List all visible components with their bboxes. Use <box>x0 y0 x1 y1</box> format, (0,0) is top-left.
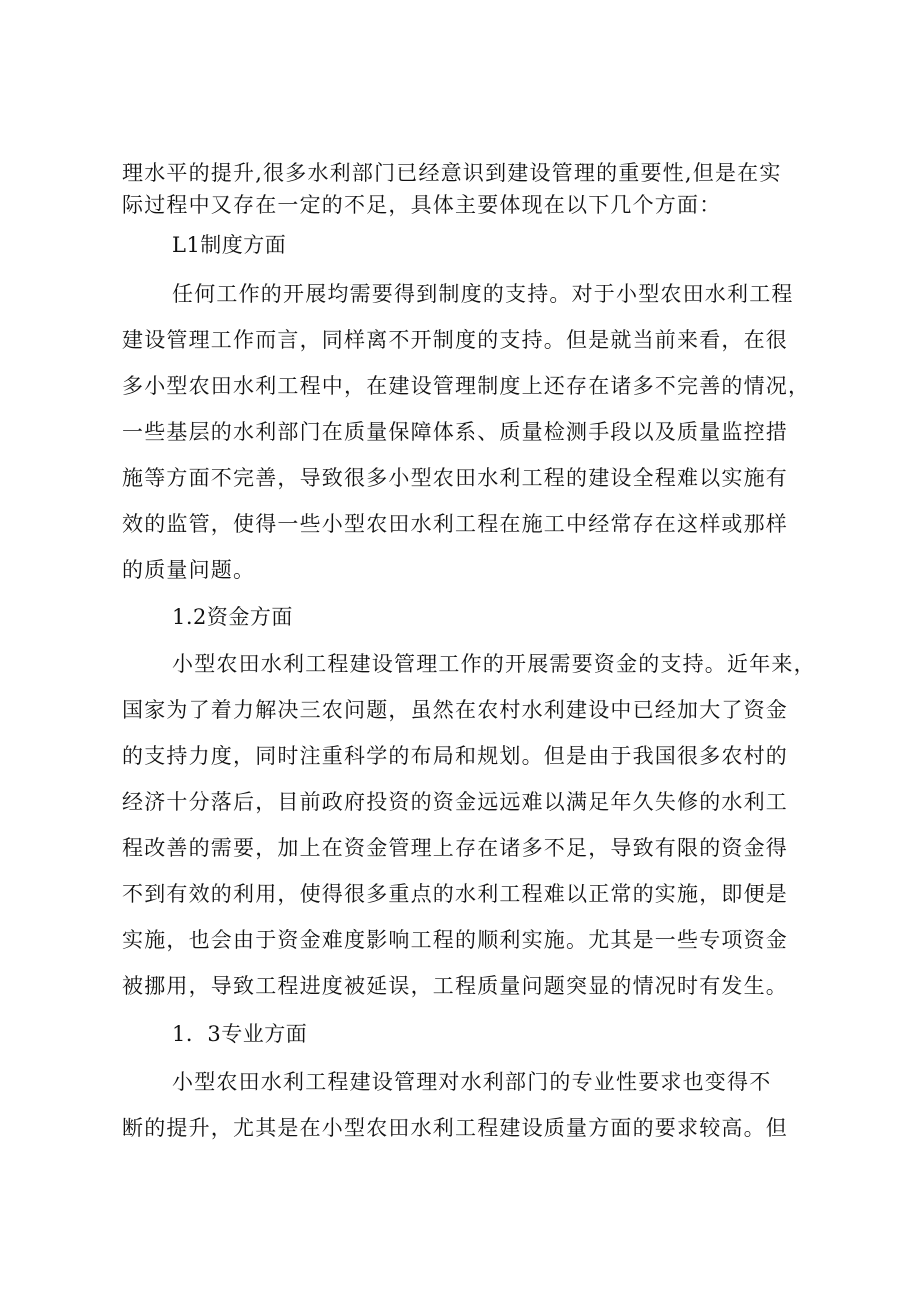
text-line: 任何工作的开展均需要得到制度的支持。对于小型农田水利工程 <box>172 282 794 306</box>
text-line: 实施，也会由于资金难度影响工程的顺利实施。尤其是一些专项资金 <box>122 928 788 952</box>
text-line: 被挪用，导致工程进度被延误，工程质量问题突显的情况时有发生。 <box>122 974 788 998</box>
text-line: 施等方面不完善，导致很多小型农田水利工程的建设全程难以实施有 <box>122 466 788 490</box>
text-line: 建设管理工作而言，同样离不开制度的支持。但是就当前来看，在很 <box>122 328 788 352</box>
text-line: 不到有效的利用，使得很多重点的水利工程难以正常的实施，即便是 <box>122 882 788 906</box>
text-line: 理水平的提升,很多水利部门已经意识到建设管理的重要性,但是在实 <box>122 161 782 185</box>
text-line: 断的提升，尤其是在小型农田水利工程建设质量方面的要求较高。但 <box>122 1116 788 1140</box>
section-heading: L1制度方面 <box>172 233 287 257</box>
section-heading: 1.2资金方面 <box>172 605 293 629</box>
text-line: 经济十分落后，目前政府投资的资金远远难以满足年久失修的水利工 <box>122 790 788 814</box>
text-line: 程改善的需要，加上在资金管理上存在诸多不足，导致有限的资金得 <box>122 836 788 860</box>
text-line: 小型农田水利工程建设管理工作的开展需要资金的支持。近年来， <box>172 652 816 676</box>
text-line: 小型农田水利工程建设管理对水利部门的专业性要求也变得不 <box>172 1070 772 1094</box>
text-line: 一些基层的水利部门在质量保障体系、质量检测手段以及质量监控措 <box>122 420 788 444</box>
text-line: 际过程中又存在一定的不足，具体主要体现在以下几个方面： <box>122 193 722 217</box>
text-line: 的支持力度，同时注重科学的布局和规划。但是由于我国很多农村的 <box>122 744 788 768</box>
section-heading: 1．3专业方面 <box>172 1022 308 1046</box>
text-line: 效的监管，使得一些小型农田水利工程在施工中经常存在这样或那样 <box>122 512 788 536</box>
text-line: 的质量问题。 <box>122 558 256 582</box>
text-line: 国家为了着力解决三农问题，虽然在农村水利建设中已经加大了资金 <box>122 698 788 722</box>
text-line: 多小型农田水利工程中，在建设管理制度上还存在诸多不完善的情况， <box>122 374 811 398</box>
